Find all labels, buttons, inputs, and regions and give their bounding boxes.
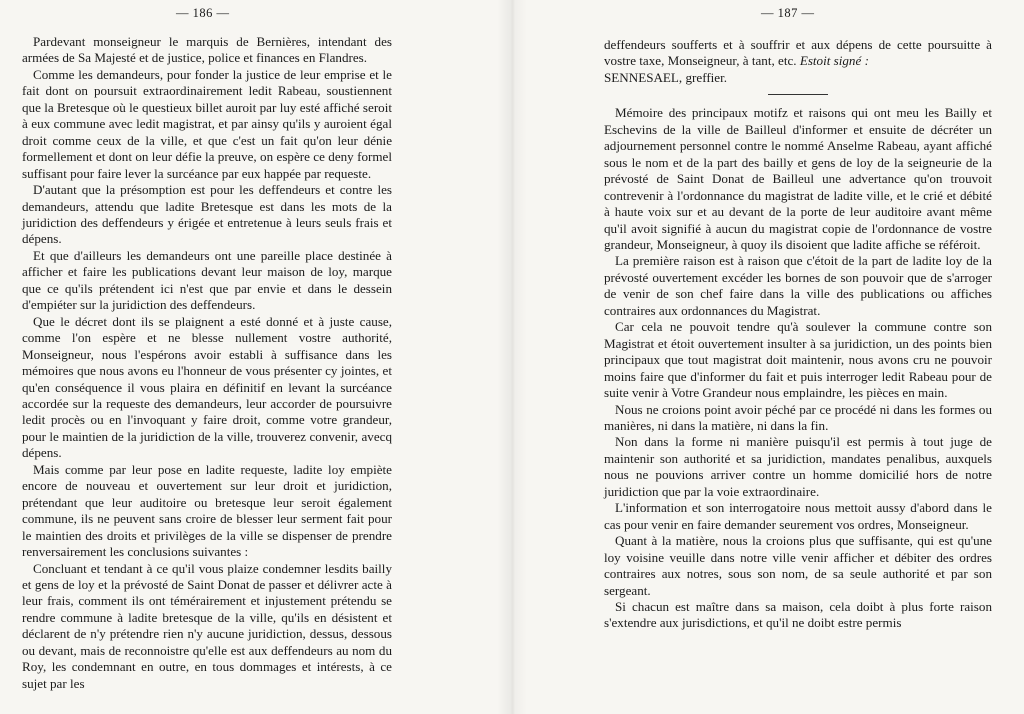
- paragraph: Nous ne croions point avoir péché par ce procédé ni dans les formes ou manières, ni dans la matière, ni dans la fin.: [604, 401, 992, 433]
- right-page-text: [604, 37, 992, 632]
- paragraph: Quant à la matière, nous la croions plus que suffisante, qui est qu'une loy voisine veuille dans notre ville venir afficher et débiter des ordres contraires aux notres, sous son nom, de sa seule authorité et par son sergeant.: [604, 533, 992, 598]
- paragraph: Comme les demandeurs, pour fonder la justice de leur emprise et le fait dont on poursuit extraordinairement ledit Rabeau, soustiennent que la Bretesque où le questieux billet auroit par luy esté affiché seroit à eux commune avec ledit magistrat, et par ainsy qu'ils y auroient égal droit comme ceux de la ville, et que c'est un fait qu'on leur dénie formellement et dont on leur défie la preuve, on espère ce deny formel suffisant pour faire lever la surcéance par eux happée par requeste.: [22, 66, 392, 181]
- paragraph: Mémoire des principaux motifz et raisons qui ont meu les Bailly et Eschevins de la ville de Bailleul d'informer et ensuite de décréter un adjournement personnel contre le nommé Anselme Rabeau, ayant affiché sous le nom et de la part des bailly et gens de loy de la seigneurie de la prévosté de Saint Donat de Bailleul une advertance qu'on trouvoit contrevenir à l'ordonnance du magistrat de ladite ville, et le crié et débité à haute voix sur et au devant de la porte de leur auditoire avant même qu'il avoit signifié à aucun du magistrat copie de l'ordonnance de vostre grandeur, Monseigneur, à quoy ils disoient que ladite affiche se référoit.: [604, 105, 992, 252]
- signed-label: Estoit signé :: [799, 53, 869, 69]
- left-page-number: — 186 —: [176, 6, 230, 20]
- paragraph: Non dans la forme ni manière puisqu'il est permis à tout juge de maintenir son authorité et sa juridiction, mandates penalibus, auxquels nous ne pouvions arriver contre un homme domicilié hors de notre juridiction que par la voie extraordinaire.: [604, 434, 992, 499]
- paragraph: La première raison est à raison que c'étoit de la part de ladite loy de la prévosté ouvertement excéder les bornes de son pouvoir que de s'arroger de venir de son chef faire dans la ville des publications ou affiches contraires aux ordonnances du Magistrat.: [604, 253, 992, 318]
- paragraph: Si chacun est maître dans sa maison, cela doibt à plus forte raison s'extendre aux jurisdictions, et qu'il ne doibt estre permis: [604, 598, 992, 631]
- paragraph: Mais comme par leur pose en ladite requeste, ladite loy empiète encore de nouveau et ouvertement sur leur droit et juridiction, prétendant que leur auditoire ou bretesque leur seroit également commune, ils ne peuvent sans croire de blesser leur serment fait pour le maintien des droits et privilèges de la ville se dispenser de prendre renversairement les conclusions suivantes :: [22, 461, 392, 560]
- paragraph: Et que d'ailleurs les demandeurs ont une pareille place destinée à afficher et faire les publications devant leur maison de loy, marque que ce qu'ils prétendent ici n'est que par envie et dans le dessein d'empiéter sur la juridiction des deffendeurs.: [22, 247, 392, 313]
- paragraph: Pardevant monseigneur le marquis de Bernières, intendant des armées de Sa Majesté et de justice, police et finances en Flandres.: [22, 34, 392, 66]
- right-page-number: — 187 —: [761, 6, 815, 20]
- continued-paragraph: [604, 37, 992, 86]
- paragraph: Que le décret dont ils se plaignent a esté donné et à juste cause, comme l'on espère et ne blesse nullement vostre authorité, Monseigneur, nous l'espérons avoir establi à suffisance dans les mémoires que nous avons eu l'honneur de vous présenter cy jointes, et qu'en conséquence il vous plaira en définitif en levant la surcéance accordée sur la requeste des demandeurs, leur accorder de poursuivre ledit procès ou en l'invoquant y faire droit, comme votre grandeur, pour le maintien de la juridiction de la ville, trouverez convenir, avecq dépens.: [22, 313, 392, 461]
- left-page-text: [22, 34, 392, 692]
- right-page: [512, 0, 1024, 714]
- paragraph: Car cela ne pouvoit tendre qu'à soulever la commune contre son Magistrat et étoit ouvertement insulter à sa juridiction, un des points bien principaux que tout magistrat doit maintenir, nous avons cru ne pouvoir moins faire que d'informer du fait et puis interroger ledit Rabeau pour de suite venir à Votre Grandeur nous emplaindre, les pièces en main.: [604, 319, 992, 401]
- paragraph: L'information et son interrogatoire nous mettoit aussy d'abord dans le cas pour venir en faire demander seurement vos ordres, Monseigneur.: [604, 500, 992, 532]
- paragraph: Concluant et tendant à ce qu'il vous plaize condemner lesdits bailly et gens de loy et la prévosté de Saint Donat de passer et délivrer acte à leur frais, comment ils ont témérairement et injustement prétendu se rendre commune à ladite bretesque de la ville, qu'ils en désistent et déclarent de n'y prétendre rien n'y aucune juridiction, dessus, dessous ou devant, mais de reconnoistre qu'elle est aux deffendeurs au nom du Roy, les condemnant en outre, en tous dommages et intérests, à ce sujet par les: [22, 560, 392, 691]
- paragraph: D'autant que la présomption est pour les deffendeurs et contre les demandeurs, attendu que ladite Bretesque est dans les mots de la juridiction des deffendeurs y érigée et entretenue à leurs seuls frais et dépens.: [22, 182, 392, 247]
- continued-text: deffendeurs soufferts et à souffrir et aux dépens de cette poursuitte à vostre taxe, Monseigneur, à tant, etc.: [604, 37, 992, 69]
- signatory: SENNESAEL, greffier.: [604, 69, 728, 85]
- section-divider: [768, 94, 828, 95]
